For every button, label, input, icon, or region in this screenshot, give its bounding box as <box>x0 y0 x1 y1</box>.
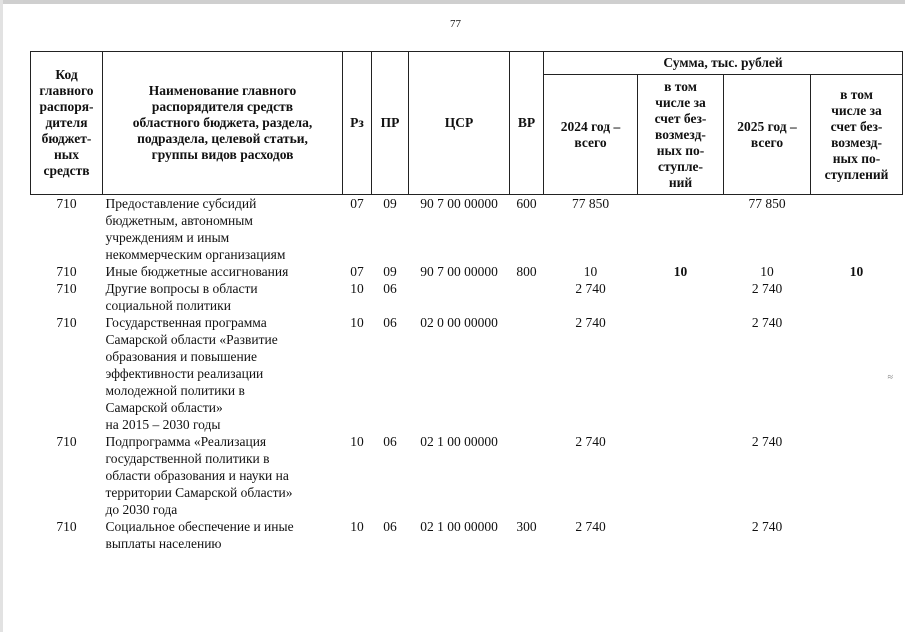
cell-pr: 09 <box>383 264 397 279</box>
scan-border-left <box>0 0 3 632</box>
table-row <box>31 195 903 264</box>
cell-rz: 10 <box>350 315 364 330</box>
cell-code: 710 <box>56 196 77 211</box>
header-sum: Сумма, тыс. рублей <box>544 52 903 75</box>
cell-name: Государственная программа Самарской области «Развитие образования и повышение эффективности реализации молодежной политики в Самарской области» на 2015 – 2030 годы <box>105 315 278 432</box>
cell-csr <box>409 280 510 314</box>
cell-name: Подпрограмма «Реализация государственной политики в области образования и науки на территории Самарской области» до 2030 года <box>105 434 293 517</box>
cell-csr: 02 0 00 00000 <box>420 315 498 330</box>
cell-2024-total: 10 <box>583 264 598 279</box>
cell-rz: 07 <box>350 196 364 211</box>
cell-pr: 06 <box>383 519 397 534</box>
cell-rz: 10 <box>350 281 364 296</box>
table-row <box>31 280 903 314</box>
cell-vr <box>510 314 544 433</box>
budget-table <box>30 51 903 552</box>
cell-2024-total: 77 850 <box>571 196 610 211</box>
page-number: 77 <box>450 18 461 30</box>
cell-name: Другие вопросы в области социальной политики <box>105 281 258 313</box>
header-pr: ПР <box>372 52 409 195</box>
cell-2024-free: 10 <box>673 264 688 279</box>
header-2024-free: в том числе за счет без- возмезд- ных по- ступле- ний <box>638 75 724 195</box>
cell-2024-total: 2 740 <box>575 434 606 449</box>
cell-2024-free <box>638 280 724 314</box>
table-row <box>31 518 903 552</box>
cell-2024-free <box>638 433 724 518</box>
cell-pr: 06 <box>383 281 397 296</box>
cell-vr <box>510 433 544 518</box>
cell-csr: 02 1 00 00000 <box>420 434 498 449</box>
cell-2025-total: 77 850 <box>748 196 786 211</box>
header-name: Наименование главного распорядителя средств областного бюджета, раздела, подраздела, целевой статьи, группы видов расходов <box>103 52 343 195</box>
cell-2024-total: 2 740 <box>575 315 606 330</box>
cell-csr: 90 7 00 00000 <box>420 264 498 279</box>
header-2024-total: 2024 год – всего <box>544 75 638 195</box>
cell-2025-total: 2 740 <box>751 315 783 330</box>
cell-2024-total: 2 740 <box>575 281 606 296</box>
cell-2025-free <box>811 314 903 433</box>
table-row <box>31 263 903 280</box>
cell-code: 710 <box>56 519 77 534</box>
cell-2024-free <box>638 314 724 433</box>
table-row <box>31 314 903 433</box>
cell-2025-total: 2 740 <box>751 519 783 534</box>
header-rz: Рз <box>343 52 372 195</box>
cell-code: 710 <box>56 264 77 279</box>
cell-2025-total: 10 <box>760 264 774 279</box>
cell-rz: 07 <box>350 264 364 279</box>
header-2025-free: в том числе за счет без- возмезд- ных по- ступлений <box>811 75 903 195</box>
header-vr: ВР <box>510 52 544 195</box>
cell-rz: 10 <box>350 519 364 534</box>
cell-csr: 02 1 00 00000 <box>420 519 498 534</box>
cell-pr: 06 <box>383 315 397 330</box>
cell-2025-free <box>811 195 903 264</box>
cell-2025-total: 2 740 <box>751 281 783 296</box>
cell-2025-free <box>811 518 903 552</box>
cell-pr: 06 <box>383 434 397 449</box>
cell-vr: 300 <box>516 519 537 534</box>
cell-name: Иные бюджетные ассигнования <box>105 264 289 279</box>
table-row <box>31 433 903 518</box>
cell-2025-free <box>811 280 903 314</box>
cell-2024-free <box>638 518 724 552</box>
cell-vr <box>510 280 544 314</box>
cell-2025-total: 2 740 <box>751 434 783 449</box>
cell-rz: 10 <box>350 434 364 449</box>
header-2025-total: 2025 год – всего <box>724 75 811 195</box>
cell-name: Социальное обеспечение и иные выплаты населению <box>105 519 294 551</box>
cell-vr: 800 <box>516 264 537 279</box>
cell-vr: 600 <box>516 196 537 211</box>
cell-2025-free: 10 <box>849 264 864 279</box>
cell-2024-total: 2 740 <box>575 519 606 534</box>
scan-border-top <box>0 0 905 4</box>
header-csr: ЦСР <box>409 52 510 195</box>
cell-pr: 09 <box>383 196 397 211</box>
cell-csr: 90 7 00 00000 <box>420 196 498 211</box>
cell-2024-free <box>638 195 724 264</box>
cell-code: 710 <box>56 434 77 449</box>
scan-speck: ≈ <box>887 372 893 383</box>
cell-name: Предоставление субсидий бюджетным, автономным учреждениям и иным некоммерческим организациям <box>105 196 286 262</box>
header-code: Код главного распоря- дителя бюджет- ных средств <box>31 52 103 195</box>
cell-code: 710 <box>56 315 77 330</box>
cell-code: 710 <box>56 281 77 296</box>
cell-2025-free <box>811 433 903 518</box>
